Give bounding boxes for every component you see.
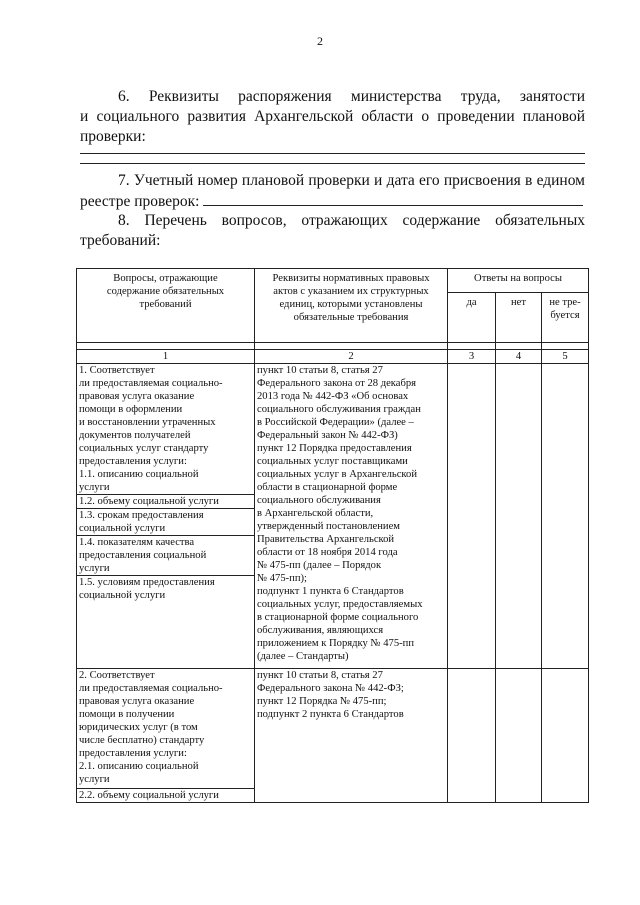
- column-numbers-row: [77, 350, 589, 364]
- fill-line-2[interactable]: [80, 163, 585, 164]
- question-1-5: 1.5. условиям предоставления социальной услуги: [77, 576, 255, 669]
- paragraph-8-line-1: 8. Перечень вопросов, отражающих содержание обязательных: [118, 212, 585, 229]
- question-1-1: 1. Соответствует ли предоставляемая социально- правовая услуга оказание помощи в оформлении и восстановлении утраченных документов получателей социальных услуг стандарту предоставления услуги: 1.1. описанию социальной услуги: [77, 364, 255, 495]
- header-yes: да: [448, 293, 496, 343]
- question-2-1: 2. Соответствует ли предоставляемая социально- правовая услуга оказание помощи в получении юридических услуг (в том числе бесплатно) стандарту предоставления услуги: 2.1. описанию социальной услуги: [77, 669, 255, 789]
- paragraph-7-line-2-block: [80, 191, 585, 212]
- registry-number-field[interactable]: [203, 191, 583, 206]
- paragraph-6-line-2-block: [80, 107, 585, 127]
- paragraph-6-line-1: 6. Реквизиты распоряжения министерства труда, занятости: [118, 88, 585, 105]
- header-questions: Вопросы, отражающие содержание обязательных требований: [77, 269, 255, 343]
- table-row: [77, 364, 589, 495]
- table-row: [77, 669, 589, 789]
- column-number: 1: [77, 350, 255, 364]
- column-number: 3: [448, 350, 496, 364]
- column-number: 2: [255, 350, 448, 364]
- requirements-table: [76, 268, 589, 803]
- fill-line-1[interactable]: [80, 153, 585, 154]
- answer-yes-1[interactable]: [448, 364, 496, 669]
- table-gap-row: [77, 343, 589, 350]
- question-1-4: 1.4. показателям качества предоставления социальной услуги: [77, 536, 255, 576]
- paragraph-7: [80, 171, 585, 191]
- paragraph-6: [80, 87, 585, 107]
- table-header-row: [77, 269, 589, 293]
- paragraph-6-line-3-block: [80, 127, 585, 147]
- question-1-3: 1.3. срокам предоставления социальной услуги: [77, 509, 255, 536]
- answer-yes-2[interactable]: [448, 669, 496, 803]
- answer-not-required-1[interactable]: [542, 364, 589, 669]
- header-requisites: Реквизиты нормативных правовых актов с указанием их структурных единиц, которыми установлены обязательные требования: [255, 269, 448, 343]
- column-number: 5: [542, 350, 589, 364]
- header-no: нет: [496, 293, 542, 343]
- question-1-2: 1.2. объему социальной услуги: [77, 495, 255, 509]
- page-number: 2: [317, 34, 323, 48]
- paragraph-8: [80, 211, 585, 231]
- paragraph-7-line-1: 7. Учетный номер плановой проверки и дата его присвоения в едином: [118, 172, 585, 189]
- question-2-2: 2.2. объему социальной услуги: [77, 789, 255, 803]
- paragraph-8-line-2-block: [80, 231, 585, 251]
- answer-not-required-2[interactable]: [542, 669, 589, 803]
- answer-no-2[interactable]: [496, 669, 542, 803]
- paragraph-6-line-2: и социального развития Архангельской области о проведении плановой: [80, 108, 585, 125]
- answer-no-1[interactable]: [496, 364, 542, 669]
- header-answers: Ответы на вопросы: [448, 269, 589, 293]
- column-number: 4: [496, 350, 542, 364]
- header-not-required: не тре- буется: [542, 293, 589, 343]
- paragraph-8-line-2: требований:: [80, 232, 161, 249]
- paragraph-7-line-2: реестре проверок:: [80, 193, 200, 210]
- requisites-2: пункт 10 статьи 8, статья 27 Федерального закона № 442-ФЗ; пункт 12 Порядка № 475-пп; подпункт 2 пункта 6 Стандартов: [255, 669, 448, 803]
- requisites-1: пункт 10 статьи 8, статья 27 Федерального закона от 28 декабря 2013 года № 442-ФЗ «Об основах социального обслуживания граждан в Российской Федерации» (далее – Федеральный закон № 442-ФЗ) пункт 12 Порядка предоставления социальных услуг поставщиками социальных услуг в Архангельской области в стационарной форме социального обслуживания в Архангельской области, утвержденный постановлением Правительства Архангельской области от 18 ноября 2014 года № 475-пп (далее – Порядок № 475-пп); подпункт 1 пункта 6 Стандартов социальных услуг, предоставляемых в стационарной форме социального обслуживания, являющихся приложением к Порядку № 475-пп (далее – Стандарты): [255, 364, 448, 669]
- paragraph-6-line-3: проверки:: [80, 128, 146, 145]
